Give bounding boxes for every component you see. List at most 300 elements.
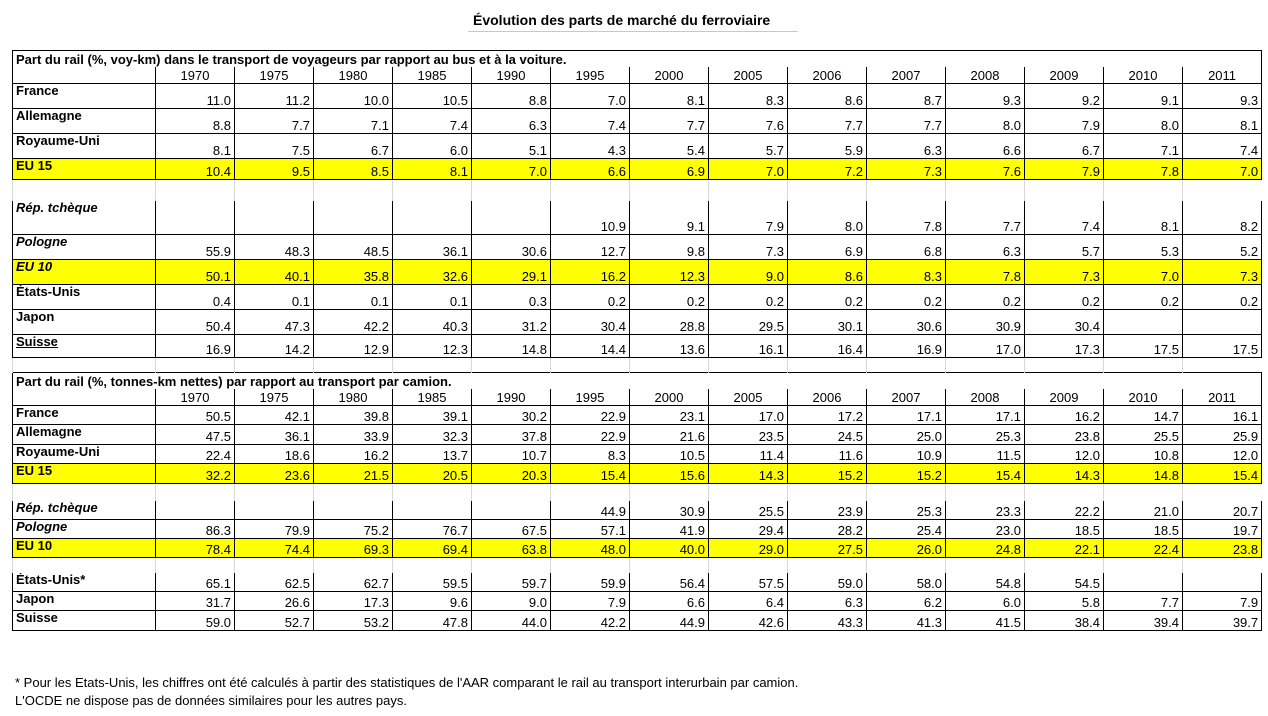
value-cell: 8.0 — [788, 201, 867, 235]
value-cell: 9.5 — [235, 159, 314, 180]
year-1970: 1970 — [156, 67, 235, 84]
value-cell: 25.5 — [709, 501, 788, 520]
value-cell: 44.9 — [551, 501, 630, 520]
value-cell: 17.1 — [867, 406, 946, 425]
value-cell: 7.7 — [867, 109, 946, 134]
value-cell: 17.1 — [946, 406, 1025, 425]
year-1985: 1985 — [393, 389, 472, 406]
value-cell: 7.1 — [1104, 134, 1183, 159]
value-cell: 56.4 — [630, 573, 709, 592]
value-cell: 7.7 — [788, 109, 867, 134]
row-label-text: Suisse — [16, 334, 58, 349]
row-label: EU 10 — [13, 539, 156, 558]
row-label: Japon — [13, 310, 156, 335]
value-cell: 12.7 — [551, 235, 630, 260]
value-cell: 23.1 — [630, 406, 709, 425]
year-2009: 2009 — [1025, 67, 1104, 84]
value-cell: 30.6 — [867, 310, 946, 335]
value-cell: 7.7 — [630, 109, 709, 134]
value-cell: 15.4 — [946, 464, 1025, 484]
value-cell: 42.2 — [314, 310, 393, 335]
value-cell: 6.3 — [946, 235, 1025, 260]
value-cell: 6.7 — [314, 134, 393, 159]
year-2006: 2006 — [788, 389, 867, 406]
year-1990: 1990 — [472, 67, 551, 84]
value-cell: 8.1 — [1183, 109, 1262, 134]
value-cell — [1183, 573, 1262, 592]
value-cell: 39.8 — [314, 406, 393, 425]
value-cell: 53.2 — [314, 611, 393, 631]
row-label: EU 15 — [13, 464, 156, 484]
value-cell: 8.1 — [156, 134, 235, 159]
passenger-caption-row — [13, 51, 1262, 68]
value-cell: 12.9 — [314, 335, 393, 358]
value-cell: 10.5 — [630, 445, 709, 464]
value-cell: 29.5 — [709, 310, 788, 335]
value-cell: 11.2 — [235, 84, 314, 109]
value-cell: 5.9 — [788, 134, 867, 159]
value-cell: 67.5 — [472, 520, 551, 539]
value-cell: 36.1 — [235, 425, 314, 445]
value-cell: 5.7 — [709, 134, 788, 159]
value-cell: 30.9 — [630, 501, 709, 520]
row-label: France — [13, 406, 156, 425]
value-cell: 7.2 — [788, 159, 867, 180]
value-cell: 7.0 — [1104, 260, 1183, 285]
value-cell: 9.1 — [630, 201, 709, 235]
value-cell: 7.4 — [551, 109, 630, 134]
passenger-row-eu-15 — [13, 159, 1262, 180]
value-cell: 14.8 — [1104, 464, 1183, 484]
value-cell — [1104, 573, 1183, 592]
value-cell: 23.9 — [788, 501, 867, 520]
value-cell — [1104, 310, 1183, 335]
row-label: États-Unis* — [13, 573, 156, 592]
value-cell: 26.0 — [867, 539, 946, 558]
value-cell: 8.8 — [472, 84, 551, 109]
value-cell: 69.3 — [314, 539, 393, 558]
spacer-row — [13, 558, 1262, 574]
value-cell: 9.2 — [1025, 84, 1104, 109]
value-cell: 16.4 — [788, 335, 867, 358]
value-cell: 5.7 — [1025, 235, 1104, 260]
value-cell: 52.7 — [235, 611, 314, 631]
value-cell: 54.5 — [1025, 573, 1104, 592]
spacer-row — [13, 358, 1262, 373]
year-2010: 2010 — [1104, 67, 1183, 84]
value-cell: 41.3 — [867, 611, 946, 631]
value-cell: 12.3 — [393, 335, 472, 358]
value-cell: 8.1 — [1104, 201, 1183, 235]
passenger-row-japon — [13, 310, 1262, 335]
value-cell: 16.2 — [1025, 406, 1104, 425]
spacer-row — [13, 484, 1262, 502]
row-label: Pologne — [13, 235, 156, 260]
year-1970: 1970 — [156, 389, 235, 406]
value-cell: 21.5 — [314, 464, 393, 484]
row-label: Suisse — [13, 611, 156, 631]
value-cell — [235, 201, 314, 235]
row-label: Royaume-Uni — [13, 134, 156, 159]
value-cell: 20.7 — [1183, 501, 1262, 520]
value-cell: 26.6 — [235, 592, 314, 611]
value-cell: 7.8 — [867, 201, 946, 235]
value-cell: 15.6 — [630, 464, 709, 484]
value-cell — [393, 201, 472, 235]
value-cell: 6.3 — [472, 109, 551, 134]
value-cell: 22.1 — [1025, 539, 1104, 558]
row-label: EU 15 — [13, 159, 156, 180]
value-cell: 9.1 — [1104, 84, 1183, 109]
spacer-row — [13, 180, 1262, 202]
value-cell: 25.3 — [867, 501, 946, 520]
value-cell — [314, 201, 393, 235]
value-cell: 9.3 — [1183, 84, 1262, 109]
freight-row-japon — [13, 592, 1262, 611]
value-cell — [156, 501, 235, 520]
value-cell: 41.5 — [946, 611, 1025, 631]
value-cell: 14.7 — [1104, 406, 1183, 425]
value-cell: 18.6 — [235, 445, 314, 464]
value-cell: 9.0 — [472, 592, 551, 611]
passenger-row-pologne — [13, 235, 1262, 260]
value-cell: 8.5 — [314, 159, 393, 180]
value-cell: 42.1 — [235, 406, 314, 425]
value-cell: 16.1 — [709, 335, 788, 358]
row-label: Allemagne — [13, 109, 156, 134]
value-cell: 12.0 — [1183, 445, 1262, 464]
value-cell: 59.0 — [788, 573, 867, 592]
freight-row-eu-10 — [13, 539, 1262, 558]
value-cell: 29.4 — [709, 520, 788, 539]
value-cell: 14.4 — [551, 335, 630, 358]
value-cell: 6.0 — [393, 134, 472, 159]
value-cell: 11.0 — [156, 84, 235, 109]
value-cell: 0.2 — [1025, 285, 1104, 310]
value-cell: 16.2 — [314, 445, 393, 464]
value-cell — [393, 501, 472, 520]
value-cell: 76.7 — [393, 520, 472, 539]
row-label: États-Unis — [13, 285, 156, 310]
value-cell: 0.1 — [235, 285, 314, 310]
freight-row-pologne — [13, 520, 1262, 539]
freight-row-etats-unis — [13, 573, 1262, 592]
value-cell: 40.1 — [235, 260, 314, 285]
value-cell: 79.9 — [235, 520, 314, 539]
value-cell: 30.1 — [788, 310, 867, 335]
value-cell: 6.3 — [788, 592, 867, 611]
value-cell: 10.8 — [1104, 445, 1183, 464]
footnote-usa: * Pour les Etats-Unis, les chiffres ont été calculés à partir des statistiques de l'AAR comparant le rail au transport interurbain par camion. — [15, 675, 799, 690]
value-cell: 23.8 — [1025, 425, 1104, 445]
value-cell: 59.0 — [156, 611, 235, 631]
value-cell: 12.3 — [630, 260, 709, 285]
value-cell: 8.3 — [551, 445, 630, 464]
value-cell: 23.0 — [946, 520, 1025, 539]
value-cell: 57.1 — [551, 520, 630, 539]
value-cell: 40.3 — [393, 310, 472, 335]
value-cell: 17.0 — [709, 406, 788, 425]
value-cell: 28.8 — [630, 310, 709, 335]
page-title: Évolution des parts de marché du ferroviaire — [473, 12, 771, 28]
row-label: EU 10 — [13, 260, 156, 285]
value-cell: 5.2 — [1183, 235, 1262, 260]
value-cell: 17.2 — [788, 406, 867, 425]
year-2000: 2000 — [630, 389, 709, 406]
value-cell: 59.7 — [472, 573, 551, 592]
year-2005: 2005 — [709, 389, 788, 406]
value-cell: 44.0 — [472, 611, 551, 631]
value-cell: 39.1 — [393, 406, 472, 425]
value-cell: 22.4 — [1104, 539, 1183, 558]
year-1995: 1995 — [551, 389, 630, 406]
value-cell: 62.7 — [314, 573, 393, 592]
value-cell: 62.5 — [235, 573, 314, 592]
value-cell: 31.2 — [472, 310, 551, 335]
passenger-row-etats-unis — [13, 285, 1262, 310]
value-cell: 7.7 — [235, 109, 314, 134]
value-cell: 59.9 — [551, 573, 630, 592]
value-cell: 23.8 — [1183, 539, 1262, 558]
value-cell — [472, 201, 551, 235]
value-cell: 7.3 — [1025, 260, 1104, 285]
value-cell: 48.3 — [235, 235, 314, 260]
value-cell: 32.3 — [393, 425, 472, 445]
value-cell: 15.2 — [867, 464, 946, 484]
value-cell: 10.9 — [551, 201, 630, 235]
value-cell: 5.8 — [1025, 592, 1104, 611]
value-cell: 8.7 — [867, 84, 946, 109]
value-cell: 63.8 — [472, 539, 551, 558]
freight-row-royaume-uni — [13, 445, 1262, 464]
row-label: Japon — [13, 592, 156, 611]
freight-caption-row — [13, 373, 1262, 390]
value-cell: 8.8 — [156, 109, 235, 134]
value-cell: 7.7 — [946, 201, 1025, 235]
value-cell: 15.2 — [788, 464, 867, 484]
value-cell: 6.6 — [551, 159, 630, 180]
value-cell: 0.2 — [1104, 285, 1183, 310]
year-1995: 1995 — [551, 67, 630, 84]
value-cell: 50.5 — [156, 406, 235, 425]
value-cell: 24.8 — [946, 539, 1025, 558]
value-cell: 6.0 — [946, 592, 1025, 611]
value-cell: 11.6 — [788, 445, 867, 464]
value-cell: 0.3 — [472, 285, 551, 310]
value-cell: 27.5 — [788, 539, 867, 558]
value-cell: 0.2 — [788, 285, 867, 310]
value-cell: 30.9 — [946, 310, 1025, 335]
value-cell: 36.1 — [393, 235, 472, 260]
value-cell: 8.3 — [867, 260, 946, 285]
title-underline — [468, 31, 798, 32]
value-cell: 8.2 — [1183, 201, 1262, 235]
value-cell: 7.3 — [1183, 260, 1262, 285]
value-cell: 78.4 — [156, 539, 235, 558]
value-cell: 10.5 — [393, 84, 472, 109]
value-cell: 25.0 — [867, 425, 946, 445]
year-1980: 1980 — [314, 67, 393, 84]
value-cell: 9.8 — [630, 235, 709, 260]
freight-caption: Part du rail (%, tonnes-km nettes) par rapport au transport par camion. — [13, 373, 1262, 390]
value-cell: 17.5 — [1104, 335, 1183, 358]
passenger-row-france — [13, 84, 1262, 109]
value-cell: 8.1 — [393, 159, 472, 180]
value-cell: 55.9 — [156, 235, 235, 260]
year-1980: 1980 — [314, 389, 393, 406]
value-cell: 17.0 — [946, 335, 1025, 358]
value-cell: 30.4 — [1025, 310, 1104, 335]
value-cell: 6.9 — [788, 235, 867, 260]
value-cell: 41.9 — [630, 520, 709, 539]
market-share-sheet — [12, 50, 1259, 631]
freight-row-allemagne — [13, 425, 1262, 445]
value-cell: 59.5 — [393, 573, 472, 592]
value-cell: 18.5 — [1025, 520, 1104, 539]
value-cell: 30.4 — [551, 310, 630, 335]
value-cell: 5.1 — [472, 134, 551, 159]
value-cell: 10.0 — [314, 84, 393, 109]
value-cell: 7.8 — [1104, 159, 1183, 180]
value-cell: 7.9 — [709, 201, 788, 235]
value-cell: 15.4 — [1183, 464, 1262, 484]
freight-row-rep-tcheque — [13, 501, 1262, 520]
value-cell: 25.4 — [867, 520, 946, 539]
passenger-row-allemagne — [13, 109, 1262, 134]
passenger-row-eu-10 — [13, 260, 1262, 285]
value-cell: 7.4 — [1025, 201, 1104, 235]
market-share-table — [12, 50, 1262, 631]
value-cell: 7.6 — [709, 109, 788, 134]
value-cell: 11.5 — [946, 445, 1025, 464]
passenger-caption: Part du rail (%, voy-km) dans le transport de voyageurs par rapport au bus et à la voiture. — [13, 51, 1262, 68]
year-2000: 2000 — [630, 67, 709, 84]
value-cell: 22.2 — [1025, 501, 1104, 520]
year-1975: 1975 — [235, 67, 314, 84]
value-cell: 7.8 — [946, 260, 1025, 285]
year-2007: 2007 — [867, 389, 946, 406]
value-cell: 7.5 — [235, 134, 314, 159]
value-cell: 10.7 — [472, 445, 551, 464]
value-cell: 14.8 — [472, 335, 551, 358]
value-cell: 39.4 — [1104, 611, 1183, 631]
value-cell: 7.3 — [709, 235, 788, 260]
value-cell — [314, 501, 393, 520]
year-2011: 2011 — [1183, 67, 1262, 84]
value-cell: 50.4 — [156, 310, 235, 335]
value-cell: 25.5 — [1104, 425, 1183, 445]
value-cell: 50.1 — [156, 260, 235, 285]
value-cell: 23.5 — [709, 425, 788, 445]
value-cell: 7.6 — [946, 159, 1025, 180]
value-cell: 7.1 — [314, 109, 393, 134]
freight-year-header — [13, 389, 1262, 406]
value-cell: 8.0 — [946, 109, 1025, 134]
value-cell: 16.2 — [551, 260, 630, 285]
value-cell: 11.4 — [709, 445, 788, 464]
value-cell: 21.6 — [630, 425, 709, 445]
passenger-row-royaume-uni — [13, 134, 1262, 159]
value-cell: 8.3 — [709, 84, 788, 109]
value-cell: 25.3 — [946, 425, 1025, 445]
freight-row-france — [13, 406, 1262, 425]
value-cell: 6.2 — [867, 592, 946, 611]
value-cell: 42.6 — [709, 611, 788, 631]
value-cell: 29.1 — [472, 260, 551, 285]
value-cell — [1183, 310, 1262, 335]
value-cell — [235, 501, 314, 520]
year-2008: 2008 — [946, 389, 1025, 406]
year-2009: 2009 — [1025, 389, 1104, 406]
value-cell: 22.9 — [551, 425, 630, 445]
value-cell: 5.3 — [1104, 235, 1183, 260]
year-2008: 2008 — [946, 67, 1025, 84]
value-cell: 17.3 — [314, 592, 393, 611]
value-cell: 42.2 — [551, 611, 630, 631]
value-cell: 47.3 — [235, 310, 314, 335]
value-cell: 48.0 — [551, 539, 630, 558]
value-cell: 13.7 — [393, 445, 472, 464]
row-label: Royaume-Uni — [13, 445, 156, 464]
year-2006: 2006 — [788, 67, 867, 84]
value-cell: 0.4 — [156, 285, 235, 310]
value-cell: 6.4 — [709, 592, 788, 611]
value-cell: 48.5 — [314, 235, 393, 260]
value-cell: 7.7 — [1104, 592, 1183, 611]
year-2011: 2011 — [1183, 389, 1262, 406]
value-cell: 40.0 — [630, 539, 709, 558]
value-cell: 6.7 — [1025, 134, 1104, 159]
value-cell: 0.2 — [709, 285, 788, 310]
value-cell: 47.5 — [156, 425, 235, 445]
value-cell: 31.7 — [156, 592, 235, 611]
value-cell: 16.9 — [156, 335, 235, 358]
value-cell: 0.2 — [867, 285, 946, 310]
value-cell: 14.3 — [709, 464, 788, 484]
value-cell: 58.0 — [867, 573, 946, 592]
value-cell: 43.3 — [788, 611, 867, 631]
row-label: Rép. tchèque — [13, 201, 156, 235]
value-cell: 0.1 — [393, 285, 472, 310]
value-cell: 7.0 — [709, 159, 788, 180]
value-cell: 8.6 — [788, 260, 867, 285]
value-cell: 18.5 — [1104, 520, 1183, 539]
value-cell: 15.4 — [551, 464, 630, 484]
value-cell: 9.3 — [946, 84, 1025, 109]
value-cell: 7.9 — [1025, 109, 1104, 134]
value-cell: 23.6 — [235, 464, 314, 484]
value-cell: 6.3 — [867, 134, 946, 159]
value-cell: 0.2 — [946, 285, 1025, 310]
value-cell: 4.3 — [551, 134, 630, 159]
value-cell: 13.6 — [630, 335, 709, 358]
value-cell: 0.2 — [1183, 285, 1262, 310]
value-cell: 25.9 — [1183, 425, 1262, 445]
value-cell: 30.6 — [472, 235, 551, 260]
value-cell: 17.5 — [1183, 335, 1262, 358]
year-2007: 2007 — [867, 67, 946, 84]
row-label: Rép. tchèque — [13, 501, 156, 520]
value-cell: 7.0 — [551, 84, 630, 109]
value-cell: 37.8 — [472, 425, 551, 445]
value-cell: 20.3 — [472, 464, 551, 484]
freight-row-suisse — [13, 611, 1262, 631]
value-cell: 14.3 — [1025, 464, 1104, 484]
value-cell: 8.1 — [630, 84, 709, 109]
value-cell: 69.4 — [393, 539, 472, 558]
value-cell: 0.2 — [551, 285, 630, 310]
value-cell: 32.6 — [393, 260, 472, 285]
